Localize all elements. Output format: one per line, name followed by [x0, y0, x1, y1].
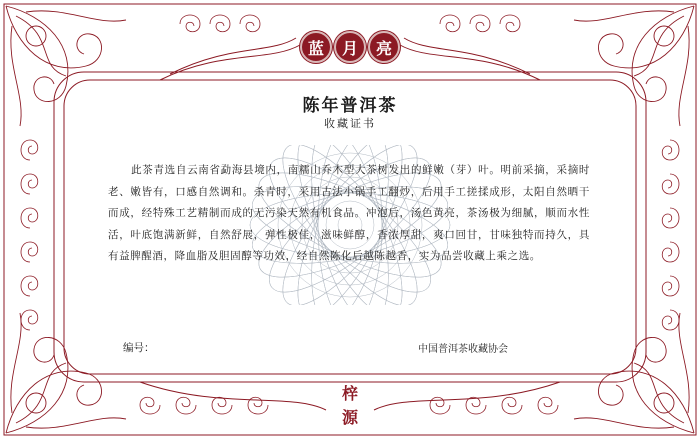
certificate-subtitle: 收藏证书 [324, 117, 376, 130]
certificate-title: 陈年普洱茶 [302, 96, 398, 116]
seal-char: 月 [334, 31, 366, 63]
serial-number-label: 编号： [123, 342, 155, 354]
issuing-organization: 中国普洱茶收藏协会 [418, 344, 508, 355]
vertical-mark-char: 源 [341, 408, 358, 427]
vertical-mark [332, 382, 368, 430]
vertical-mark-char: 梓 [341, 384, 358, 403]
seal-char: 蓝 [300, 31, 332, 63]
certificate-body: 此茶青选自云南省勐海县境内，南糯山乔木型大茶树发出的鲜嫩（芽）叶。明前采摘，采摘时老、嫩皆有，口感自然调和。杀青时，采用古法小锅手工翻炒，后用手工搓揉成形，太阳自然晒干而成，经特殊工艺精制而成的无污染天然有机食品。冲泡后，汤色黄亮，茶汤极为细腻，顺而水性活，叶底饱满新鲜，自然舒展，弹性极佳，滋味鲜醇，香浓厚甜，爽口回甘，甘味独特而持久，具有益脾醒酒，降血脂及胆固醇等功效，经自然陈化后越陈越香，实为品尝收藏上乘之选。 [108, 164, 590, 262]
seal-char: 亮 [368, 31, 400, 63]
